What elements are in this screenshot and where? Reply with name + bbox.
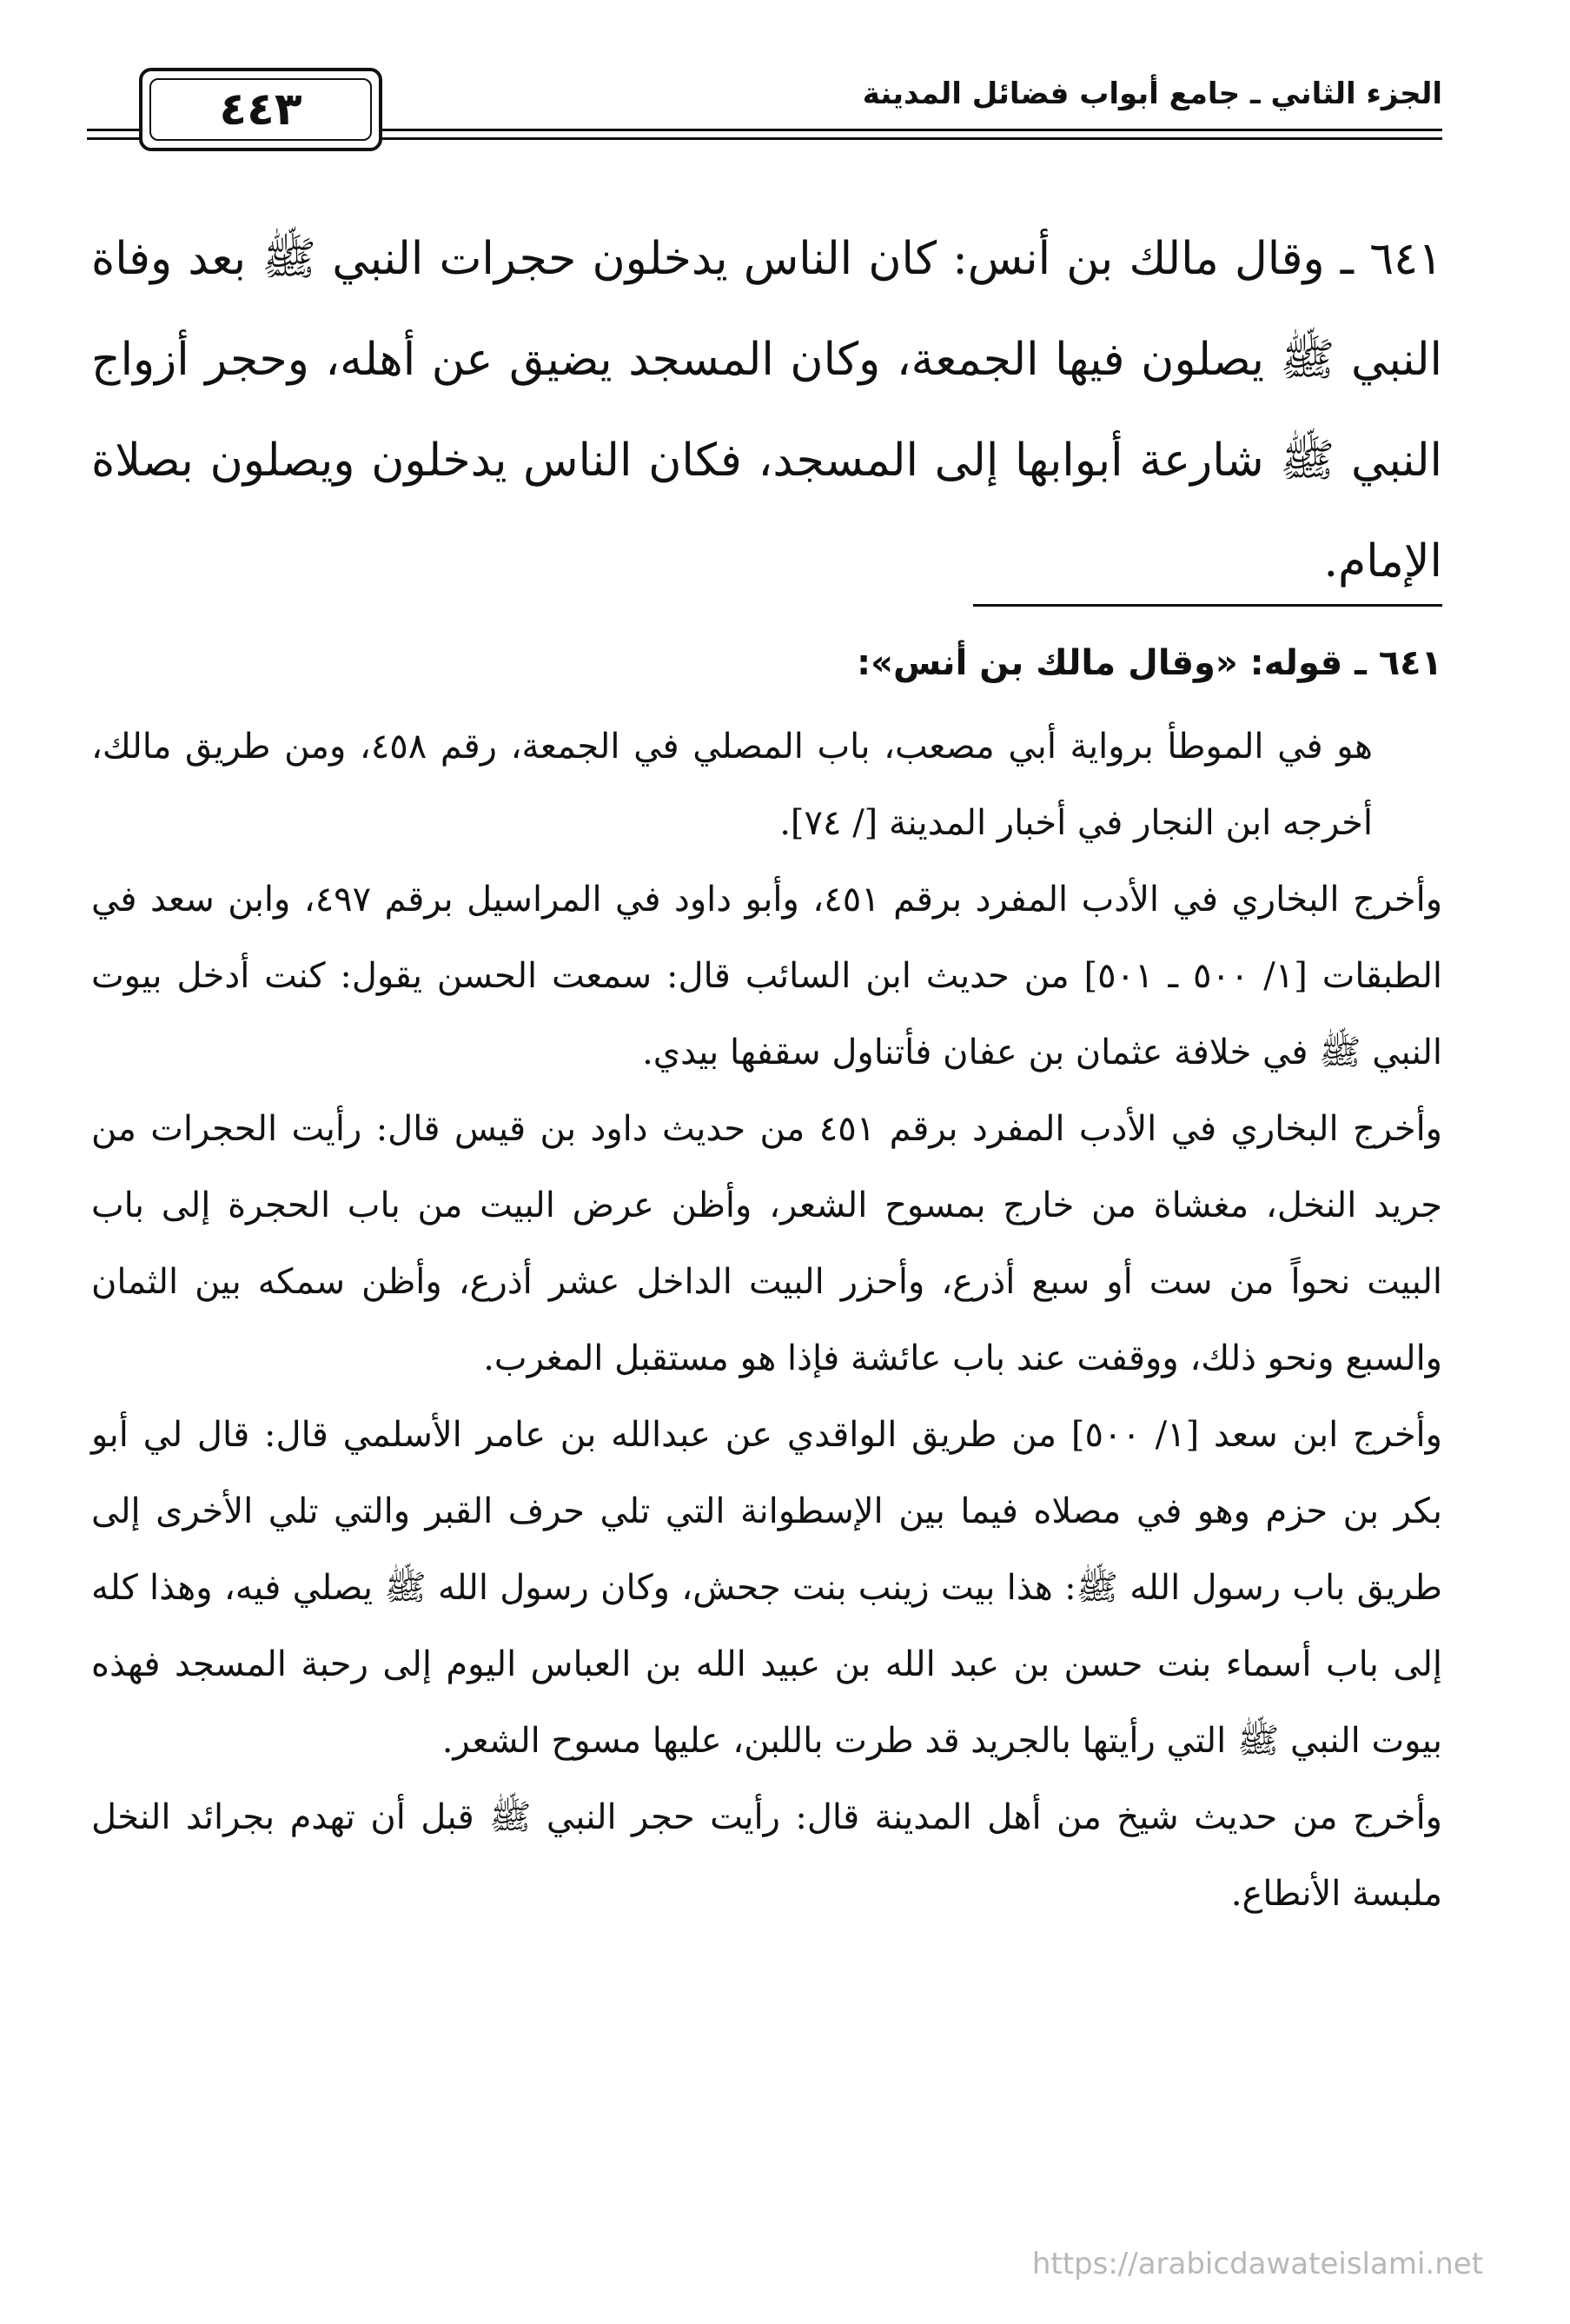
page-number-frame [139,68,382,151]
footnote-paragraph: وأخرج البخاري في الأدب المفرد برقم ٤٥١، وأبو داود في المراسيل برقم ٤٩٧، وابن سعد في الطبقات [١/ ٥٠٠ ـ ٥٠١] من حديث ابن السائب قال: سمعت الحسن يقول: كنت أدخل بيوت النبي ﷺ في خلافة عثمان بن عفان فأتناول سقفها بيدي. [91,880,1443,1072]
page-number: ٤٤٣ [149,78,372,141]
main-text: ٦٤١ ـ وقال مالك بن أنس: كان الناس يدخلون حجرات النبي ﷺ بعد وفاة النبي ﷺ يصلون فيها الجمعة، وكان المسجد يضيق عن أهله، وحجر أزواج النبي ﷺ شارعة أبوابها إلى المسجد، فكان الناس يدخلون ويصلون بصلاة الإمام. [91,233,1442,588]
footnote-paragraph: وأخرج البخاري في الأدب المفرد برقم ٤٥١ من حديث داود بن قيس قال: رأيت الحجرات من جريد النخل، مغشاة من خارج بمسوح الشعر، وأظن عرض البيت من باب الحجرة إلى باب البيت نحواً من ست أو سبع أذرع، وأحزر البيت الداخل عشر أذرع، وأظن سمكه بين الثمان والسبع ونحو ذلك، ووقفت عند باب عائشة فإذا هو مستقبل المغرب. [91,1109,1443,1378]
header-rule-left-bottom [87,137,139,140]
footnote-paragraph: وأخرج من حديث شيخ من أهل المدينة قال: رأيت حجر النبي ﷺ قبل أن تهدم بجرائد النخل ملبسة الأنطاع. [91,1797,1442,1914]
footnote-separator [973,604,1442,607]
footnotes [91,708,1442,1932]
footnote-paragraph: وأخرج ابن سعد [١/ ٥٠٠] من طريق الواقدي عن عبدالله بن عامر الأسلمي قال: قال لي أبو بكر بن حزم وهو في مصلاه فيما بين الإسطوانة التي تلي حرف القبر والتي تلي الأخرى إلى طريق باب رسول الله ﷺ: هذا بيت زينب بنت جحش، وكان رسول الله ﷺ يصلي فيه، وهذا كله إلى باب أسماء بنت حسن بن عبد الله بن عبيد الله بن العباس اليوم إلى رحبة المسجد فهذه بيوت النبي ﷺ التي رأيتها بالجريد قد طرت باللبن، عليها مسوح الشعر. [91,1415,1443,1761]
header-rule-right-bottom [382,137,1442,140]
header-rule-left-top [87,129,139,131]
watermark-url: https://arabicdawateislami.net [1031,2247,1483,2281]
header-rule-right-top [382,129,1442,131]
footnote-paragraph: هو في الموطأ برواية أبي مصعب، باب المصلي في الجمعة، رقم ٤٥٨، ومن طريق مالك، أخرجه ابن النجار في أخبار المدينة [/ ٧٤]. [91,727,1373,843]
footnote-heading: ٦٤١ ـ قوله: «وقال مالك بن أنس»: [857,643,1442,683]
page-header [87,68,1442,155]
running-header-title: الجزء الثاني ـ جامع أبواب فضائل المدينة [862,76,1442,111]
